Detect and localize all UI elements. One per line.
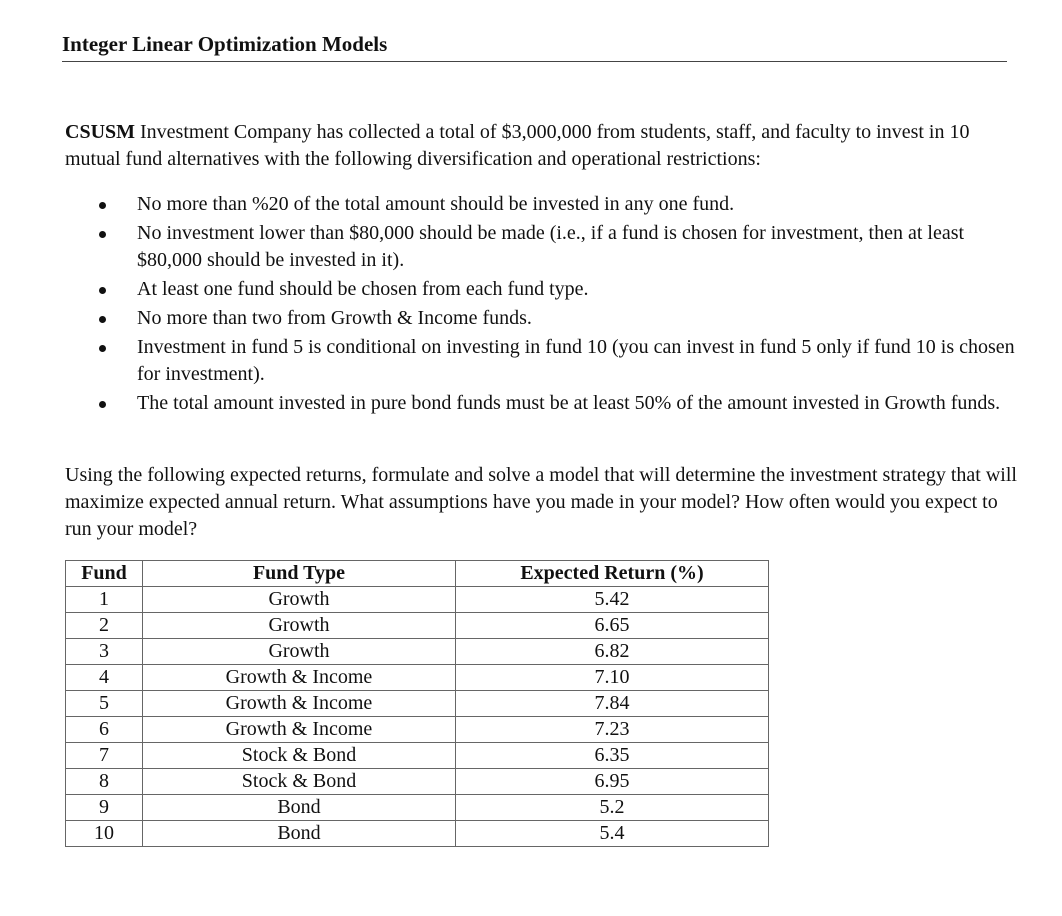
table-row bbox=[66, 795, 769, 821]
table-row bbox=[66, 717, 769, 743]
table-row bbox=[66, 691, 769, 717]
table-row bbox=[66, 821, 769, 847]
cell-fund-type: Bond bbox=[143, 821, 456, 847]
fund-returns-table bbox=[65, 560, 769, 847]
cell-fund: 7 bbox=[66, 743, 143, 769]
cell-fund: 2 bbox=[66, 613, 143, 639]
restriction-text: Investment in fund 5 is conditional on investing in fund 10 (you can invest in fund 5 only if fund 10 is chosen for investment). bbox=[137, 336, 1015, 385]
restriction-text: At least one fund should be chosen from each fund type. bbox=[137, 278, 589, 300]
cell-expected-return: 6.95 bbox=[456, 769, 769, 795]
table-row bbox=[66, 587, 769, 613]
section-heading: Integer Linear Optimization Models bbox=[62, 30, 1007, 62]
restrictions-list bbox=[95, 191, 1015, 419]
company-name: CSUSM bbox=[65, 121, 136, 143]
restriction-item bbox=[95, 305, 1015, 332]
cell-fund-type: Bond bbox=[143, 795, 456, 821]
restriction-item bbox=[95, 191, 1015, 218]
bullet-icon bbox=[99, 287, 106, 294]
cell-fund-type: Growth & Income bbox=[143, 717, 456, 743]
cell-expected-return: 7.84 bbox=[456, 691, 769, 717]
header-fund-type: Fund Type bbox=[143, 561, 456, 587]
cell-fund: 9 bbox=[66, 795, 143, 821]
cell-fund: 10 bbox=[66, 821, 143, 847]
restriction-text: The total amount invested in pure bond funds must be at least 50% of the amount invested in Growth funds. bbox=[137, 392, 1001, 414]
table-row bbox=[66, 665, 769, 691]
table-row bbox=[66, 769, 769, 795]
cell-fund-type: Stock & Bond bbox=[143, 743, 456, 769]
restriction-item bbox=[95, 390, 1015, 417]
restriction-text: No more than %20 of the total amount should be invested in any one fund. bbox=[137, 193, 735, 215]
cell-expected-return: 6.82 bbox=[456, 639, 769, 665]
cell-fund: 3 bbox=[66, 639, 143, 665]
cell-fund-type: Growth bbox=[143, 639, 456, 665]
cell-fund-type: Growth & Income bbox=[143, 691, 456, 717]
bullet-icon bbox=[99, 401, 106, 408]
restriction-item bbox=[95, 220, 1015, 274]
cell-fund-type: Growth & Income bbox=[143, 665, 456, 691]
restriction-text: No more than two from Growth & Income funds. bbox=[137, 307, 532, 329]
cell-fund-type: Growth bbox=[143, 587, 456, 613]
bullet-icon bbox=[99, 202, 106, 209]
cell-expected-return: 7.10 bbox=[456, 665, 769, 691]
header-expected-return: Expected Return (%) bbox=[456, 561, 769, 587]
bullet-icon bbox=[99, 231, 106, 238]
bullet-icon bbox=[99, 316, 106, 323]
intro-paragraph bbox=[65, 119, 1025, 173]
cell-fund: 8 bbox=[66, 769, 143, 795]
cell-expected-return: 5.42 bbox=[456, 587, 769, 613]
cell-expected-return: 7.23 bbox=[456, 717, 769, 743]
question-paragraph: Using the following expected returns, formulate and solve a model that will determine the investment strategy that will maximize expected annual return. What assumptions have you made in your model? How often would you expect to run your model? bbox=[65, 464, 1017, 540]
cell-expected-return: 5.2 bbox=[456, 795, 769, 821]
cell-expected-return: 6.65 bbox=[456, 613, 769, 639]
cell-expected-return: 6.35 bbox=[456, 743, 769, 769]
cell-fund: 4 bbox=[66, 665, 143, 691]
cell-fund: 6 bbox=[66, 717, 143, 743]
cell-fund-type: Stock & Bond bbox=[143, 769, 456, 795]
intro-text: Investment Company has collected a total of $3,000,000 from students, staff, and faculty to invest in 10 mutual fund alternatives with the following diversification and operational restrictions: bbox=[65, 121, 970, 170]
restriction-item bbox=[95, 276, 1015, 303]
restriction-item bbox=[95, 334, 1015, 388]
bullet-icon bbox=[99, 345, 106, 352]
table-row bbox=[66, 639, 769, 665]
table-header-row bbox=[66, 561, 769, 587]
table-row bbox=[66, 613, 769, 639]
header-fund: Fund bbox=[66, 561, 143, 587]
cell-fund-type: Growth bbox=[143, 613, 456, 639]
cell-fund: 5 bbox=[66, 691, 143, 717]
cell-fund: 1 bbox=[66, 587, 143, 613]
cell-expected-return: 5.4 bbox=[456, 821, 769, 847]
table-row bbox=[66, 743, 769, 769]
restriction-text: No investment lower than $80,000 should be made (i.e., if a fund is chosen for investment, then at least $80,000 should be invested in it). bbox=[137, 222, 965, 271]
